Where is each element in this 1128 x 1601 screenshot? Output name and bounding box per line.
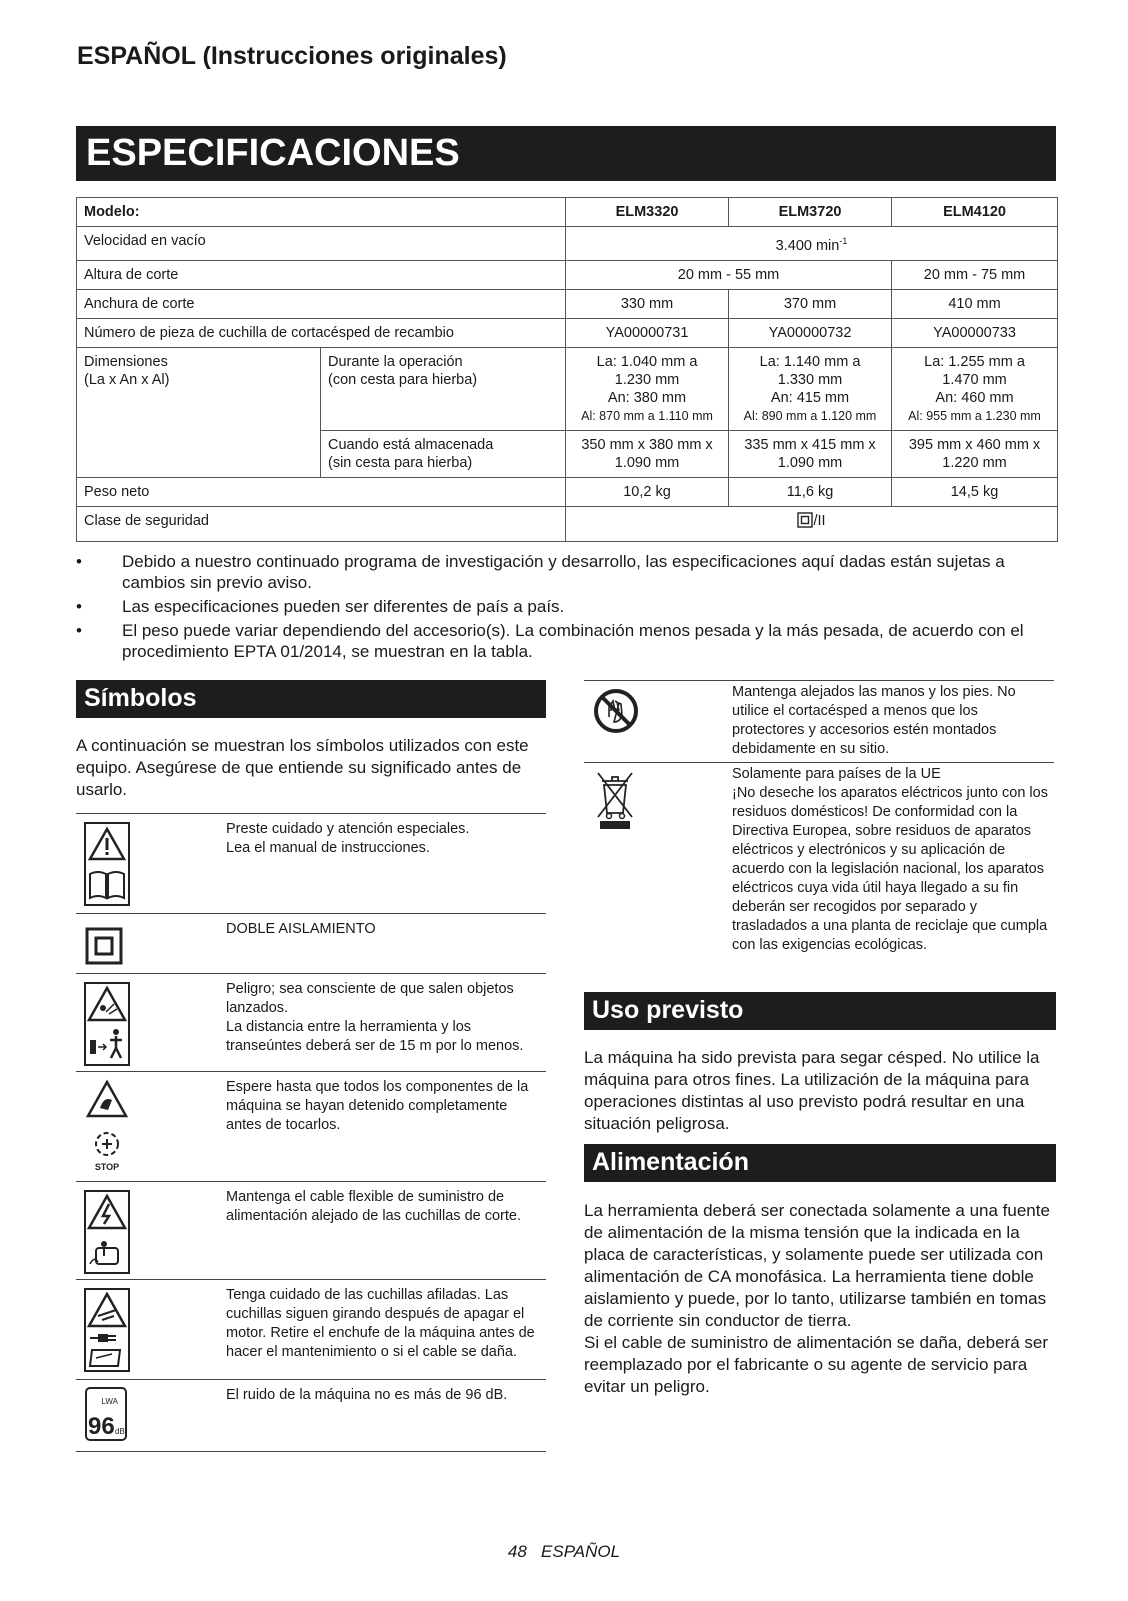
bullet: • bbox=[76, 597, 82, 616]
symbol-description: Mantenga el cable flexible de suministro de alimentación alejado de las cuchillas de corte. bbox=[226, 1189, 522, 1224]
note-text: Debido a nuestro continuado programa de investigación y desarrollo, las especificaciones aquí dadas están sujetas a cambios sin previo aviso. bbox=[122, 552, 1005, 592]
thrown-objects-icon bbox=[84, 982, 130, 1066]
power-supply-title: Alimentación bbox=[592, 1148, 749, 1176]
table-row bbox=[77, 227, 1058, 261]
page-number: 48 bbox=[507, 1542, 527, 1561]
weight-value: 11,6 kg bbox=[729, 477, 892, 506]
dim-height: Al: 870 mm a 1.110 mm bbox=[581, 408, 713, 423]
intended-use-text: La máquina ha sido prevista para segar césped. No utilice la máquina para otros fines. La utilización de la máquina para operaciones distintas al uso previsto podrá resultar en una situación peligrosa. bbox=[584, 1048, 1040, 1133]
dimensions-label: Dimensiones bbox=[84, 353, 168, 370]
weight-value: 10,2 kg bbox=[566, 477, 729, 506]
dim-storage-line: 1.090 mm bbox=[777, 454, 843, 471]
dim-length-max: 1.330 mm bbox=[777, 371, 843, 388]
symbol-row bbox=[76, 1379, 546, 1448]
dim-width: An: 415 mm bbox=[770, 389, 850, 406]
model-elm4120: ELM4120 bbox=[892, 198, 1058, 227]
dim-storage-line: 1.220 mm bbox=[942, 454, 1007, 471]
symbol-description: Preste cuidado y atención especiales. Lea el manual de instrucciones. bbox=[226, 821, 470, 856]
dim-height: Al: 955 mm a 1.230 mm bbox=[908, 408, 1041, 423]
part-value: YA00000731 bbox=[566, 318, 729, 347]
symbol-row bbox=[584, 762, 1054, 981]
dim-storage-label: Cuando está almacenada bbox=[328, 436, 494, 453]
page-language-title: ESPAÑOL (Instrucciones originales) bbox=[77, 42, 507, 70]
weight-label: Peso neto bbox=[77, 477, 566, 506]
class-label: Clase de seguridad bbox=[77, 506, 566, 541]
symbol-description: Peligro; sea consciente de que salen objetos lanzados. La distancia entre la herramienta y los transeúntes deberá ser de 15 m por lo menos. bbox=[226, 981, 524, 1054]
symbol-row bbox=[76, 1181, 546, 1278]
class-value: /II bbox=[813, 512, 826, 529]
dim-height: Al: 890 mm a 1.120 mm bbox=[743, 408, 877, 423]
page-footer bbox=[0, 1542, 1128, 1562]
dim-operation-label: Durante la operación bbox=[328, 353, 463, 370]
noise-value: 96 bbox=[88, 1413, 115, 1440]
dimensions-sublabel: (La x An x Al) bbox=[84, 371, 170, 388]
dim-operation-sublabel: (con cesta para hierba) bbox=[328, 371, 478, 388]
dim-storage-value bbox=[892, 430, 1058, 477]
speed-exponent: -1 bbox=[839, 236, 848, 246]
dim-length-min: La: 1.255 mm a bbox=[924, 353, 1025, 370]
class-value-cell bbox=[566, 506, 1058, 541]
double-insulation-icon bbox=[797, 512, 813, 528]
symbol-description: Mantenga alejados las manos y los pies. No utilice el cortacésped a menos que los protectores y accesorios estén montados debidamente en su sitio. bbox=[732, 684, 1016, 757]
dim-storage-value bbox=[729, 430, 892, 477]
symbol-row bbox=[76, 913, 546, 972]
dim-operation-value bbox=[566, 347, 729, 430]
width-label: Anchura de corte bbox=[77, 289, 566, 318]
symbols-bottom-divider bbox=[76, 1451, 546, 1452]
list-item bbox=[76, 620, 1056, 662]
bullet: • bbox=[76, 621, 82, 640]
width-value: 330 mm bbox=[566, 289, 729, 318]
double-insulation-icon bbox=[84, 926, 124, 966]
wait-until-stopped-icon bbox=[84, 1078, 130, 1176]
part-value: YA00000733 bbox=[892, 318, 1058, 347]
height-value-a: 20 mm - 55 mm bbox=[566, 260, 892, 289]
dim-storage-sublabel: (sin cesta para hierba) bbox=[328, 454, 473, 471]
weight-value: 14,5 kg bbox=[892, 477, 1058, 506]
speed-label: Velocidad en vacío bbox=[77, 227, 566, 261]
width-value: 370 mm bbox=[729, 289, 892, 318]
speed-value: 3.400 min bbox=[775, 237, 840, 254]
stop-label: STOP bbox=[94, 1162, 120, 1172]
model-elm3320: ELM3320 bbox=[566, 198, 729, 227]
table-row bbox=[77, 289, 1058, 318]
dim-length-max: 1.230 mm bbox=[614, 371, 680, 388]
symbols-heading-bar bbox=[76, 680, 546, 718]
specifications-table bbox=[76, 197, 1058, 542]
power-supply-heading-bar bbox=[584, 1144, 1056, 1182]
width-value: 410 mm bbox=[892, 289, 1058, 318]
table-row bbox=[77, 198, 1058, 227]
dim-storage-line: 1.090 mm bbox=[614, 454, 680, 471]
dim-storage-line: 395 mm x 460 mm x bbox=[908, 436, 1041, 453]
list-item bbox=[76, 596, 1056, 617]
model-elm3720: ELM3720 bbox=[729, 198, 892, 227]
dim-length-min: La: 1.040 mm a bbox=[596, 353, 698, 370]
speed-value-cell bbox=[566, 227, 1058, 261]
dim-storage-value bbox=[566, 430, 729, 477]
weee-disposal-icon bbox=[592, 771, 638, 831]
dim-width: An: 380 mm bbox=[607, 389, 687, 406]
symbol-description: Tenga cuidado de las cuchillas afiladas. Las cuchillas siguen girando después de apagar el motor. Retire el enchufe de la máquina antes de hacer el mantenimiento o si el cable se daña. bbox=[226, 1287, 535, 1360]
symbol-description: El ruido de la máquina no es más de 96 dB. bbox=[226, 1387, 508, 1403]
footer-language: ESPAÑOL bbox=[541, 1542, 621, 1561]
model-label: Modelo: bbox=[77, 198, 566, 227]
symbol-row bbox=[76, 1071, 546, 1180]
keep-cable-away-icon bbox=[84, 1190, 130, 1274]
symbol-row bbox=[76, 973, 546, 1070]
power-supply-text bbox=[584, 1200, 1056, 1398]
symbol-row bbox=[584, 680, 1054, 761]
dim-operation-label-cell bbox=[321, 347, 566, 430]
intended-use-heading-bar bbox=[584, 992, 1056, 1030]
power-supply-paragraph: La herramienta deberá ser conectada solamente a una fuente de alimentación de la misma tensión que la indicada en la placa de características, y solamente puede ser utilizada con alimentación de CA monofásica. La herramienta tiene doble aislamiento y puede, por lo tanto, utilizarse también en tomas de corriente sin conductor de tierra. bbox=[584, 1201, 1050, 1330]
list-item bbox=[76, 551, 1056, 593]
table-row bbox=[77, 477, 1058, 506]
part-label: Número de pieza de cuchilla de cortacésped de recambio bbox=[77, 318, 566, 347]
part-value: YA00000732 bbox=[729, 318, 892, 347]
dimensions-label-cell bbox=[77, 347, 321, 477]
power-supply-paragraph: Si el cable de suministro de alimentación se daña, deberá ser reemplazado por el fabricante o su agente de servicio para evitar un peligro. bbox=[584, 1333, 1048, 1396]
dim-length-max: 1.470 mm bbox=[942, 371, 1007, 388]
note-text: Las especificaciones pueden ser diferentes de país a país. bbox=[122, 597, 565, 616]
symbols-intro: A continuación se muestran los símbolos utilizados con este equipo. Asegúrese de que entiende su significado antes de usarlo. bbox=[76, 736, 529, 799]
noise-level-icon bbox=[84, 1386, 128, 1442]
spec-notes bbox=[76, 551, 1056, 665]
symbol-description: DOBLE AISLAMIENTO bbox=[226, 921, 376, 937]
symbols-title: Símbolos bbox=[84, 684, 197, 712]
dim-storage-label-cell bbox=[321, 430, 566, 477]
note-text: El peso puede variar dependiendo del accesorio(s). La combinación menos pesada y la más pesada, de acuerdo con el procedimiento EPTA 01/2014, se muestran en la tabla. bbox=[122, 621, 1024, 661]
keep-hands-feet-away-icon bbox=[592, 687, 640, 735]
symbol-row bbox=[76, 1279, 546, 1378]
intended-use-title: Uso previsto bbox=[592, 996, 744, 1024]
symbol-description: Solamente para países de la UE ¡No deseche los aparatos eléctricos junto con los residuos domésticos! De conformidad con la Directiva Europea, sobre residuos de aparatos eléctricos y electrónicos y su aplicación de acuerdo con la legislación nacional, los aparatos eléctricos cuya vida útil haya llegado a su fin deberán ser recogidos por separado y trasladados a una planta de reciclaje que cumpla con las exigencias ecológicas. bbox=[732, 766, 1048, 953]
warning-read-manual-icon bbox=[84, 822, 130, 906]
table-row bbox=[77, 347, 1058, 430]
specifications-heading-bar bbox=[76, 126, 1056, 181]
sharp-blades-icon bbox=[84, 1288, 130, 1372]
noise-sub-label: LWA bbox=[101, 1397, 118, 1406]
bullet: • bbox=[76, 552, 82, 571]
table-row bbox=[77, 318, 1058, 347]
height-label: Altura de corte bbox=[77, 260, 566, 289]
symbol-row bbox=[76, 813, 546, 912]
dim-storage-line: 350 mm x 380 mm x bbox=[581, 436, 713, 453]
symbol-description: Espere hasta que todos los componentes de la máquina se hayan detenido completamente antes de tocarlos. bbox=[226, 1079, 529, 1133]
dim-width: An: 460 mm bbox=[935, 389, 1014, 406]
dim-operation-value bbox=[729, 347, 892, 430]
dim-length-min: La: 1.140 mm a bbox=[759, 353, 861, 370]
dim-storage-line: 335 mm x 415 mm x bbox=[744, 436, 876, 453]
table-row bbox=[77, 260, 1058, 289]
specifications-title: ESPECIFICACIONES bbox=[86, 132, 460, 174]
dim-operation-value bbox=[892, 347, 1058, 430]
height-value-b: 20 mm - 75 mm bbox=[892, 260, 1058, 289]
table-row bbox=[77, 506, 1058, 541]
noise-unit: dB bbox=[115, 1427, 125, 1436]
